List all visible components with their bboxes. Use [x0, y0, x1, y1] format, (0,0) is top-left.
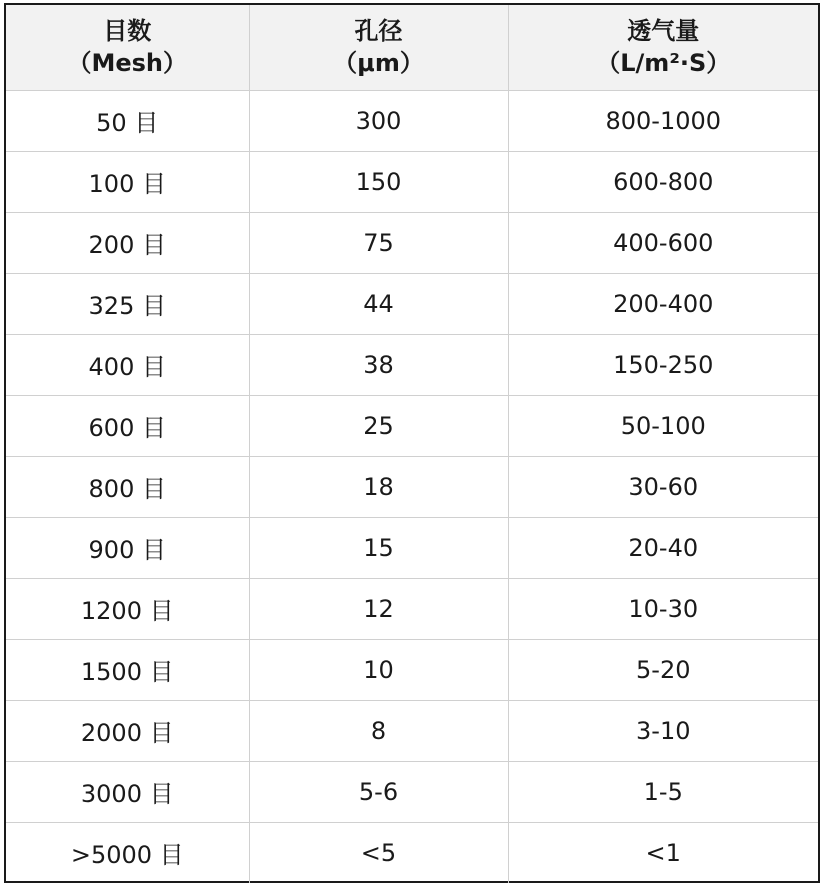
cell-air-permeability: 5-20: [508, 639, 818, 700]
header-mesh-unit: （Mesh）: [67, 49, 188, 78]
cell-pore-size: 15: [249, 517, 508, 578]
header-air-permeability: [508, 5, 818, 90]
header-pore-size-unit: （μm）: [333, 49, 424, 78]
header-mesh: [6, 5, 249, 90]
header-air-permeability-title: 透气量: [627, 17, 700, 46]
cell-air-permeability: 30-60: [508, 456, 818, 517]
cell-pore-size: 44: [249, 273, 508, 334]
cell-mesh: 200 目: [6, 212, 249, 273]
cell-mesh: 2000 目: [6, 700, 249, 761]
cell-air-permeability: 150-250: [508, 334, 818, 395]
cell-mesh: >5000 目: [6, 822, 249, 883]
cell-mesh: 1500 目: [6, 639, 249, 700]
cell-air-permeability: 800-1000: [508, 90, 818, 151]
cell-pore-size: 25: [249, 395, 508, 456]
cell-pore-size: 75: [249, 212, 508, 273]
cell-air-permeability: 50-100: [508, 395, 818, 456]
table-row: [6, 700, 818, 761]
cell-mesh: 600 目: [6, 395, 249, 456]
cell-air-permeability: <1: [645, 838, 681, 867]
cell-air-permeability: 10-30: [508, 578, 818, 639]
cell-air-permeability: 400-600: [508, 212, 818, 273]
header-pore-size-title: 孔径: [354, 17, 403, 46]
table-row: [6, 212, 818, 273]
cell-air-permeability: 1-5: [508, 761, 818, 822]
header-mesh-title: 目数: [103, 17, 152, 46]
cell-mesh: 3000 目: [6, 761, 249, 822]
table-row: [6, 273, 818, 334]
table-row: [6, 822, 818, 883]
cell-mesh: 1200 目: [6, 578, 249, 639]
table-body: [6, 90, 818, 883]
cell-air-permeability: 600-800: [508, 151, 818, 212]
cell-pore-size: 8: [249, 700, 508, 761]
cell-pore-size: 10: [249, 639, 508, 700]
cell-pore-size: 5-6: [249, 761, 508, 822]
table-row: [6, 456, 818, 517]
table-row: [6, 90, 818, 151]
cell-mesh: 800 目: [6, 456, 249, 517]
table-header: [6, 5, 818, 90]
cell-air-permeability: 200-400: [508, 273, 818, 334]
cell-pore-size: 300: [249, 90, 508, 151]
table-row: [6, 578, 818, 639]
cell-pore-size: 38: [249, 334, 508, 395]
table-row: [6, 395, 818, 456]
cell-mesh: 50 目: [6, 90, 249, 151]
header-row: [6, 5, 818, 90]
cell-pore-size: 150: [249, 151, 508, 212]
cell-mesh: 100 目: [6, 151, 249, 212]
cell-mesh: 900 目: [6, 517, 249, 578]
cell-pore-size: 18: [249, 456, 508, 517]
mesh-spec-table-container: [4, 3, 820, 883]
table-row: [6, 761, 818, 822]
table-row: [6, 334, 818, 395]
cell-pore-size: <5: [249, 822, 508, 883]
header-air-permeability-unit: （L/m²·S）: [596, 49, 731, 78]
cell-air-permeability: 3-10: [508, 700, 818, 761]
cell-pore-size: 12: [249, 578, 508, 639]
table-row: [6, 151, 818, 212]
header-pore-size: [249, 5, 508, 90]
cell-air-permeability: 20-40: [508, 517, 818, 578]
mesh-spec-table: [6, 5, 818, 883]
cell-mesh: 400 目: [6, 334, 249, 395]
table-row: [6, 517, 818, 578]
table-row: [6, 639, 818, 700]
cell-mesh: 325 目: [6, 273, 249, 334]
